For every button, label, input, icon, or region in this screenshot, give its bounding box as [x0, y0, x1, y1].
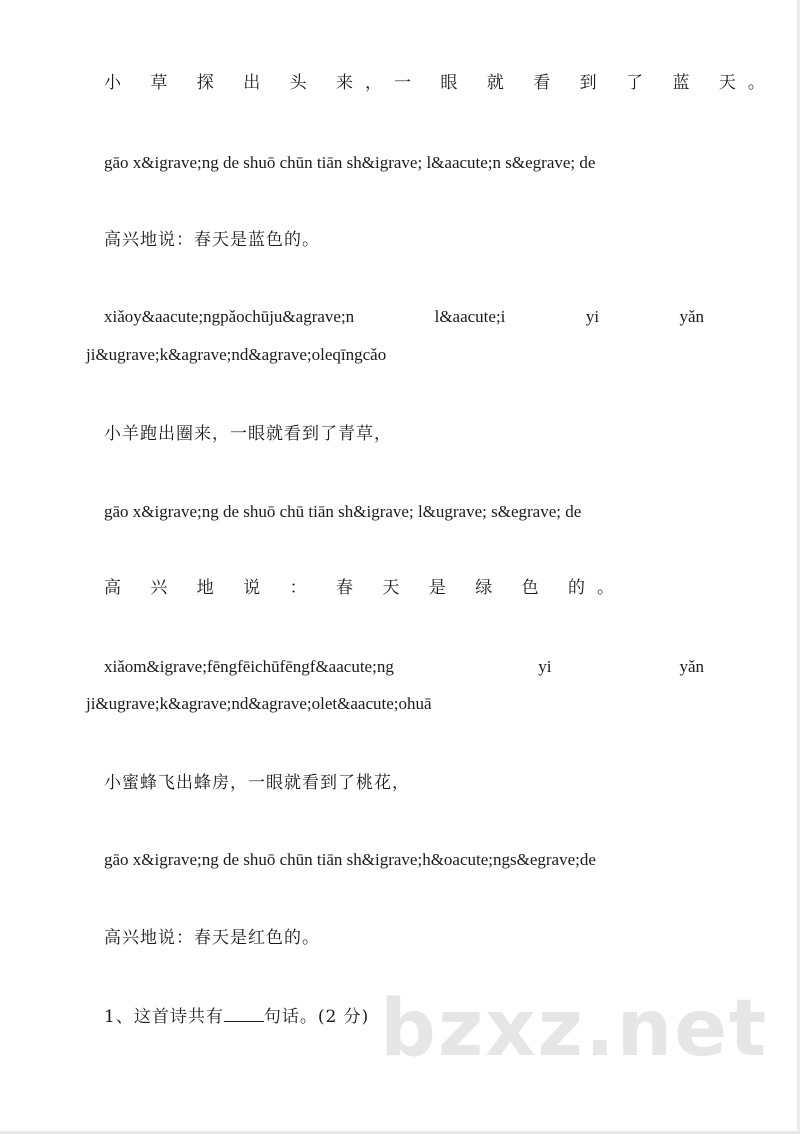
pinyin-line-4	[104, 656, 704, 678]
pinyin-line-2	[104, 306, 704, 328]
answer-blank[interactable]	[224, 1007, 264, 1022]
pinyin-segment: xiǎoy&aacute;ngpǎochūju&agrave;n	[104, 307, 355, 326]
question-suffix: 句话。(2 分)	[263, 1007, 370, 1027]
poem-line-3: 小羊跑出圈来，一眼就看到了青草，	[104, 424, 392, 444]
pinyin-line-3: gāo x&igrave;ng de shuō chū tiān sh&igrave; l&ugrave; s&egrave; de	[104, 502, 582, 521]
pinyin-line-1: gāo x&igrave;ng de shuō chūn tiān sh&igrave; l&aacute;n s&egrave; de	[104, 153, 596, 172]
question-prefix: 1、这首诗共有	[104, 1007, 224, 1027]
pinyin-segment: xiǎom&igrave;fēngfēichūfēngf&aacute;ng	[104, 657, 394, 676]
poem-line-5: 小蜜蜂飞出蜂房，一眼就看到了桃花，	[104, 773, 410, 793]
pinyin-line-2-cont: ji&ugrave;k&agrave;nd&agrave;oleqīngcǎo	[86, 345, 387, 364]
watermark-logo: bzxz.net	[380, 984, 769, 1074]
pinyin-segment: yǎn	[679, 657, 704, 676]
poem-line-4: 高 兴 地 说 ： 春 天 是 绿 色 的。	[104, 578, 627, 598]
pinyin-segment: l&aacute;i	[434, 307, 506, 326]
poem-line-1: 小 草 探 出 头 来，一 眼 就 看 到 了 蓝 天。	[104, 73, 777, 93]
pinyin-line-4-cont: ji&ugrave;k&agrave;nd&agrave;olet&aacute;ohuā	[86, 694, 432, 713]
poem-line-2: 高兴地说：春天是蓝色的。	[104, 230, 320, 250]
pinyin-line-5: gāo x&igrave;ng de shuō chūn tiān sh&igrave;h&oacute;ngs&egrave;de	[104, 850, 596, 869]
pinyin-segment: yi	[585, 307, 600, 326]
poem-line-6: 高兴地说：春天是红色的。	[104, 928, 320, 948]
pinyin-segment: yǎn	[679, 307, 704, 326]
pinyin-segment: yi	[538, 657, 552, 676]
